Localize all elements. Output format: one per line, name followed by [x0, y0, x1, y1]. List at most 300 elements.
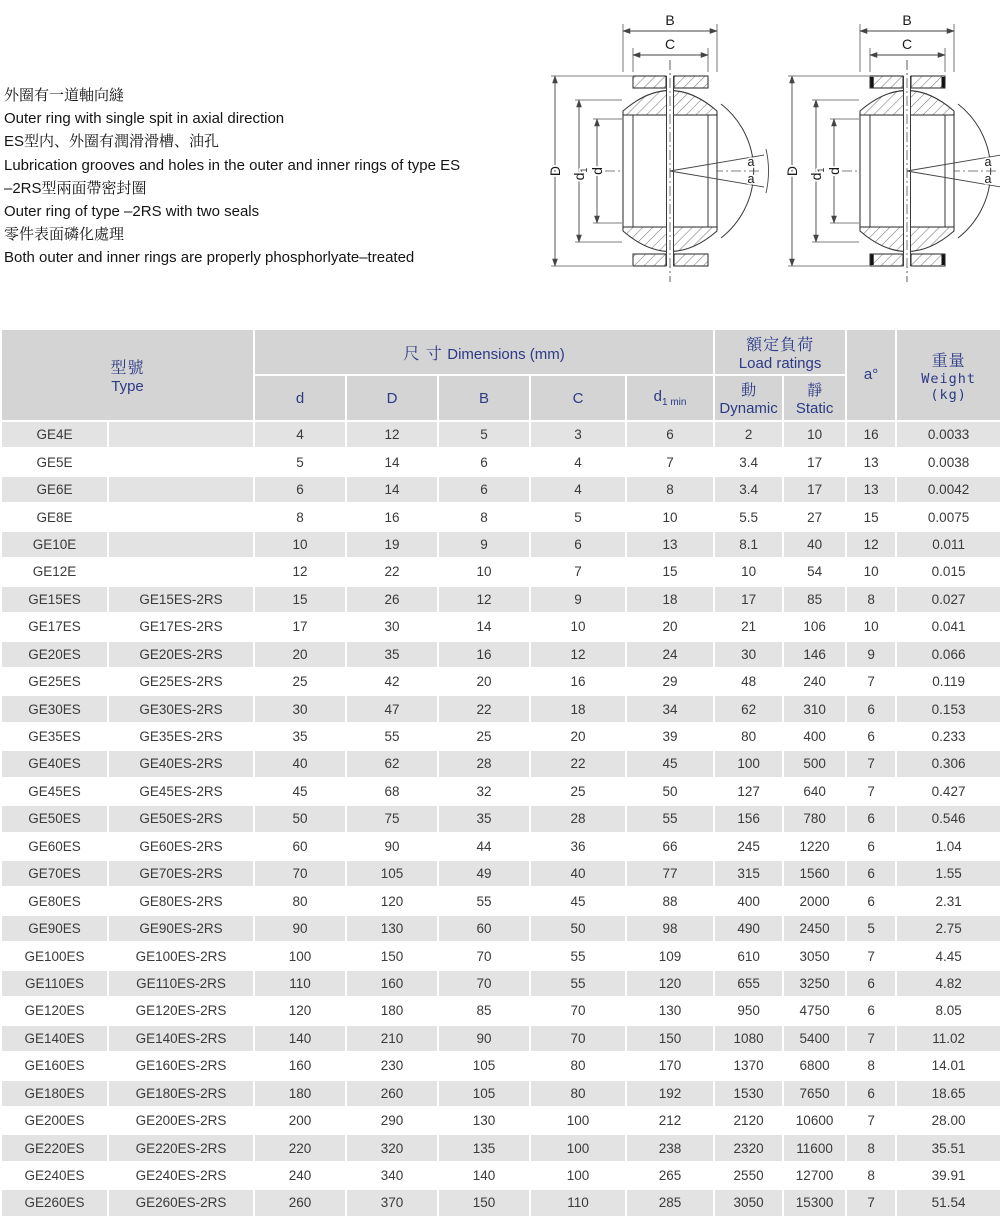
cell-weight-kg: 14.01 — [896, 1052, 1000, 1079]
table-row — [1, 421, 1000, 448]
cell-load-static: 27 — [783, 503, 846, 530]
cell-load-dynamic: 62 — [714, 695, 783, 722]
cell-C: 16 — [530, 668, 626, 695]
cell-load-dynamic: 100 — [714, 750, 783, 777]
cell-d: 140 — [254, 1025, 346, 1052]
cell-load-dynamic: 490 — [714, 915, 783, 942]
cell-D-outer: 130 — [346, 915, 438, 942]
cell-type-2rs: GE140ES-2RS — [108, 1025, 254, 1052]
cell-load-static: 6800 — [783, 1052, 846, 1079]
cell-load-static: 15300 — [783, 1189, 846, 1216]
cell-type-2rs: GE30ES-2RS — [108, 695, 254, 722]
cell-d: 160 — [254, 1052, 346, 1079]
cell-load-static: 4750 — [783, 997, 846, 1024]
cell-load-static: 54 — [783, 558, 846, 585]
cell-D-outer: 180 — [346, 997, 438, 1024]
cell-angle-a: 10 — [846, 558, 896, 585]
cell-type-2rs: GE45ES-2RS — [108, 778, 254, 805]
cell-angle-a: 6 — [846, 833, 896, 860]
cell-load-dynamic: 610 — [714, 942, 783, 969]
cell-angle-a: 10 — [846, 613, 896, 640]
cell-type-e: GE4E — [1, 421, 108, 448]
cell-D-outer: 290 — [346, 1107, 438, 1134]
cell-B: 135 — [438, 1134, 530, 1161]
cell-type-e: GE15ES — [1, 586, 108, 613]
cell-d1-min: 45 — [626, 750, 714, 777]
cell-B: 25 — [438, 723, 530, 750]
cell-d1-min: 120 — [626, 970, 714, 997]
cell-load-dynamic: 1530 — [714, 1080, 783, 1107]
cell-load-dynamic: 156 — [714, 805, 783, 832]
header-load-zh: 額定負荷 — [746, 337, 815, 354]
spec-table — [0, 328, 1000, 1217]
cell-d: 60 — [254, 833, 346, 860]
cell-d1-min: 130 — [626, 997, 714, 1024]
cell-weight-kg: 0.066 — [896, 641, 1000, 668]
cell-type-2rs: GE15ES-2RS — [108, 586, 254, 613]
table-row — [1, 586, 1000, 613]
cell-d1-min: 192 — [626, 1080, 714, 1107]
cell-type-e: GE40ES — [1, 750, 108, 777]
cell-weight-kg: 2.31 — [896, 887, 1000, 914]
cell-angle-a: 6 — [846, 695, 896, 722]
cell-D-outer: 22 — [346, 558, 438, 585]
spec-table-body — [1, 421, 1000, 1217]
cell-angle-a: 15 — [846, 503, 896, 530]
cell-d1-min: 10 — [626, 503, 714, 530]
cell-load-dynamic: 127 — [714, 778, 783, 805]
cell-d: 260 — [254, 1189, 346, 1216]
header-col-d1min: $d_{1 min}$ — [626, 375, 714, 421]
cell-load-dynamic: 400 — [714, 887, 783, 914]
spec-table-wrap — [0, 328, 1000, 1217]
cell-type-e: GE220ES — [1, 1134, 108, 1161]
cell-B: 20 — [438, 668, 530, 695]
dim-label-D: D — [784, 165, 800, 177]
cell-angle-a: 16 — [846, 421, 896, 448]
cell-weight-kg: 0.233 — [896, 723, 1000, 750]
header-col-static — [783, 375, 846, 421]
cell-load-static: 3250 — [783, 970, 846, 997]
seal-mark — [871, 77, 874, 88]
cell-weight-kg: 0.041 — [896, 613, 1000, 640]
cell-weight-kg: 0.0075 — [896, 503, 1000, 530]
cell-d: 180 — [254, 1080, 346, 1107]
cell-D-outer: 35 — [346, 641, 438, 668]
intro-line: 零件表面磷化處理 — [4, 226, 125, 244]
table-row — [1, 668, 1000, 695]
cell-angle-a: 7 — [846, 750, 896, 777]
intro-text — [4, 84, 549, 270]
cell-weight-kg: 18.65 — [896, 1080, 1000, 1107]
cell-d1-min: 98 — [626, 915, 714, 942]
cell-C: 100 — [530, 1162, 626, 1189]
cell-B: 130 — [438, 1107, 530, 1134]
cell-type-2rs — [108, 531, 254, 558]
cell-B: 5 — [438, 421, 530, 448]
cell-B: 35 — [438, 805, 530, 832]
angle-label-a-lower: a — [984, 172, 992, 186]
cell-d: 25 — [254, 668, 346, 695]
cell-B: 49 — [438, 860, 530, 887]
cell-C: 10 — [530, 613, 626, 640]
cell-load-dynamic: 3.4 — [714, 448, 783, 475]
table-row — [1, 833, 1000, 860]
cell-weight-kg: 0.546 — [896, 805, 1000, 832]
cell-load-static: 310 — [783, 695, 846, 722]
table-row — [1, 915, 1000, 942]
header-weight-zh: 重量 — [931, 352, 966, 370]
cell-type-e: GE110ES — [1, 970, 108, 997]
cell-C: 45 — [530, 887, 626, 914]
bearing-diagram-2rs — [782, 8, 1000, 290]
cell-angle-a: 8 — [846, 1162, 896, 1189]
dim-label-B: B — [665, 12, 675, 28]
cell-type-e: GE140ES — [1, 1025, 108, 1052]
cell-load-dynamic: 950 — [714, 997, 783, 1024]
cell-load-dynamic: 1370 — [714, 1052, 783, 1079]
cell-angle-a: 6 — [846, 997, 896, 1024]
cell-d: 5 — [254, 448, 346, 475]
header-static-zh: 靜 — [807, 382, 823, 399]
cell-d: 200 — [254, 1107, 346, 1134]
cell-load-dynamic: 30 — [714, 641, 783, 668]
cell-C: 5 — [530, 503, 626, 530]
cell-load-static: 10600 — [783, 1107, 846, 1134]
table-row — [1, 1162, 1000, 1189]
intro-line: Outer ring with single spit in axial direction — [4, 110, 285, 128]
cell-D-outer: 340 — [346, 1162, 438, 1189]
cell-d: 45 — [254, 778, 346, 805]
cell-D-outer: 19 — [346, 531, 438, 558]
cell-angle-a: 8 — [846, 586, 896, 613]
intro-line: Both outer and inner rings are properly phosphorlyate–treated — [4, 249, 415, 267]
header-weight-en: Weight — [921, 370, 976, 387]
cell-type-e: GE260ES — [1, 1189, 108, 1216]
cell-C: 36 — [530, 833, 626, 860]
cell-C: 4 — [530, 448, 626, 475]
cell-weight-kg: 28.00 — [896, 1107, 1000, 1134]
cell-type-2rs — [108, 558, 254, 585]
cell-load-dynamic: 245 — [714, 833, 783, 860]
cell-load-static: 240 — [783, 668, 846, 695]
cell-type-e: GE10E — [1, 531, 108, 558]
table-row — [1, 641, 1000, 668]
header-col-C: C — [530, 375, 626, 421]
cell-type-2rs — [108, 503, 254, 530]
cell-type-2rs: GE160ES-2RS — [108, 1052, 254, 1079]
cell-B: 55 — [438, 887, 530, 914]
cell-weight-kg: 0.0038 — [896, 448, 1000, 475]
cell-type-2rs: GE20ES-2RS — [108, 641, 254, 668]
cell-D-outer: 320 — [346, 1134, 438, 1161]
cell-d1-min: 24 — [626, 641, 714, 668]
cell-d1-min: 29 — [626, 668, 714, 695]
intro-line: –2RS型兩面帶密封圈 — [4, 179, 147, 197]
cell-B: 6 — [438, 476, 530, 503]
cell-d: 90 — [254, 915, 346, 942]
table-row — [1, 750, 1000, 777]
cell-type-e: GE30ES — [1, 695, 108, 722]
cell-weight-kg: 51.54 — [896, 1189, 1000, 1216]
dim-label-D: D — [547, 165, 563, 177]
cell-load-static: 10 — [783, 421, 846, 448]
table-row — [1, 531, 1000, 558]
seal-mark — [942, 255, 945, 266]
cell-load-static: 1220 — [783, 833, 846, 860]
cell-d: 17 — [254, 613, 346, 640]
seal-mark — [871, 255, 874, 266]
cell-C: 25 — [530, 778, 626, 805]
cell-C: 20 — [530, 723, 626, 750]
cell-type-e: GE8E — [1, 503, 108, 530]
cell-type-2rs: GE70ES-2RS — [108, 860, 254, 887]
cell-D-outer: 14 — [346, 476, 438, 503]
cell-d1-min: 20 — [626, 613, 714, 640]
cell-load-static: 5400 — [783, 1025, 846, 1052]
cell-C: 3 — [530, 421, 626, 448]
cell-angle-a: 6 — [846, 723, 896, 750]
table-row — [1, 997, 1000, 1024]
cell-d: 10 — [254, 531, 346, 558]
cell-C: 28 — [530, 805, 626, 832]
cell-D-outer: 55 — [346, 723, 438, 750]
cell-angle-a: 13 — [846, 448, 896, 475]
cell-d: 15 — [254, 586, 346, 613]
cell-weight-kg: 1.55 — [896, 860, 1000, 887]
cell-weight-kg: 35.51 — [896, 1134, 1000, 1161]
cell-type-2rs: GE90ES-2RS — [108, 915, 254, 942]
header-load-en: Load ratings — [738, 355, 822, 372]
cell-d: 6 — [254, 476, 346, 503]
angle-label-a-upper: a — [747, 155, 755, 169]
cell-load-static: 7650 — [783, 1080, 846, 1107]
cell-load-static: 3050 — [783, 942, 846, 969]
header-static-en: Static — [795, 400, 834, 417]
cell-B: 22 — [438, 695, 530, 722]
intro-line: ES型内、外圈有潤滑滑槽、油孔 — [4, 133, 220, 151]
cell-d1-min: 13 — [626, 531, 714, 558]
cell-load-static: 106 — [783, 613, 846, 640]
cell-type-e: GE17ES — [1, 613, 108, 640]
cell-angle-a: 6 — [846, 1080, 896, 1107]
cell-load-dynamic: 8.1 — [714, 531, 783, 558]
cell-d: 70 — [254, 860, 346, 887]
cell-type-2rs: GE110ES-2RS — [108, 970, 254, 997]
cell-d1-min: 18 — [626, 586, 714, 613]
header-col-B: B — [438, 375, 530, 421]
header-col-dynamic — [714, 375, 783, 421]
cell-weight-kg: 4.45 — [896, 942, 1000, 969]
cell-C: 12 — [530, 641, 626, 668]
table-row — [1, 1134, 1000, 1161]
cell-d1-min: 88 — [626, 887, 714, 914]
cell-C: 80 — [530, 1080, 626, 1107]
cell-angle-a: 7 — [846, 942, 896, 969]
cell-d1-min: 150 — [626, 1025, 714, 1052]
cell-angle-a: 8 — [846, 1052, 896, 1079]
cell-load-dynamic: 17 — [714, 586, 783, 613]
cell-B: 140 — [438, 1162, 530, 1189]
cell-B: 14 — [438, 613, 530, 640]
cell-load-static: 640 — [783, 778, 846, 805]
cell-D-outer: 160 — [346, 970, 438, 997]
cell-type-e: GE50ES — [1, 805, 108, 832]
cell-D-outer: 14 — [346, 448, 438, 475]
cell-angle-a: 12 — [846, 531, 896, 558]
cell-d: 80 — [254, 887, 346, 914]
cell-load-static: 40 — [783, 531, 846, 558]
cell-d: 30 — [254, 695, 346, 722]
cell-D-outer: 62 — [346, 750, 438, 777]
cell-load-static: 1560 — [783, 860, 846, 887]
cell-weight-kg: 0.0042 — [896, 476, 1000, 503]
cell-weight-kg: 0.153 — [896, 695, 1000, 722]
cell-C: 55 — [530, 942, 626, 969]
cell-type-e: GE200ES — [1, 1107, 108, 1134]
cell-load-static: 17 — [783, 476, 846, 503]
header-type-en: Type — [111, 378, 144, 395]
cell-D-outer: 230 — [346, 1052, 438, 1079]
cell-D-outer: 210 — [346, 1025, 438, 1052]
cell-d: 20 — [254, 641, 346, 668]
cell-C: 22 — [530, 750, 626, 777]
cell-type-e: GE160ES — [1, 1052, 108, 1079]
dim-label-d: d — [589, 167, 605, 175]
cell-load-dynamic: 1080 — [714, 1025, 783, 1052]
cell-angle-a: 9 — [846, 641, 896, 668]
table-row — [1, 970, 1000, 997]
cell-weight-kg: 39.91 — [896, 1162, 1000, 1189]
cell-type-2rs: GE60ES-2RS — [108, 833, 254, 860]
cell-d: 100 — [254, 942, 346, 969]
cell-d1-min: 66 — [626, 833, 714, 860]
cell-D-outer: 120 — [346, 887, 438, 914]
cell-C: 6 — [530, 531, 626, 558]
cell-angle-a: 5 — [846, 915, 896, 942]
cell-angle-a: 7 — [846, 668, 896, 695]
cell-d: 50 — [254, 805, 346, 832]
cell-weight-kg: 2.75 — [896, 915, 1000, 942]
table-row — [1, 723, 1000, 750]
cell-load-static: 11600 — [783, 1134, 846, 1161]
cell-B: 16 — [438, 641, 530, 668]
cell-D-outer: 26 — [346, 586, 438, 613]
cell-angle-a: 6 — [846, 860, 896, 887]
cell-type-e: GE35ES — [1, 723, 108, 750]
cell-C: 55 — [530, 970, 626, 997]
cell-d1-min: 285 — [626, 1189, 714, 1216]
cell-load-static: 2000 — [783, 887, 846, 914]
cell-weight-kg: 1.04 — [896, 833, 1000, 860]
table-row — [1, 558, 1000, 585]
cell-d: 35 — [254, 723, 346, 750]
cell-type-2rs — [108, 476, 254, 503]
cell-weight-kg: 0.427 — [896, 778, 1000, 805]
cell-weight-kg: 0.015 — [896, 558, 1000, 585]
bearing-diagram-es — [545, 8, 770, 290]
cell-D-outer: 150 — [346, 942, 438, 969]
cell-type-2rs: GE35ES-2RS — [108, 723, 254, 750]
cell-type-e: GE6E — [1, 476, 108, 503]
dim-label-d1: $d_1$ — [808, 167, 826, 181]
header-dimensions-en: Dimensions (mm) — [447, 345, 565, 363]
cell-d1-min: 6 — [626, 421, 714, 448]
cell-D-outer: 90 — [346, 833, 438, 860]
header-type-zh: 型號 — [110, 360, 145, 377]
cell-d1-min: 55 — [626, 805, 714, 832]
intro-line: Outer ring of type –2RS with two seals — [4, 203, 260, 221]
table-row — [1, 448, 1000, 475]
table-row — [1, 1189, 1000, 1216]
table-row — [1, 778, 1000, 805]
cell-weight-kg: 11.02 — [896, 1025, 1000, 1052]
cell-type-2rs — [108, 448, 254, 475]
cell-load-dynamic: 21 — [714, 613, 783, 640]
table-row — [1, 476, 1000, 503]
dim-label-B: B — [902, 12, 912, 28]
cell-load-dynamic: 2120 — [714, 1107, 783, 1134]
cell-type-2rs: GE240ES-2RS — [108, 1162, 254, 1189]
cell-load-dynamic: 315 — [714, 860, 783, 887]
cell-load-static: 146 — [783, 641, 846, 668]
cell-D-outer: 105 — [346, 860, 438, 887]
cell-D-outer: 260 — [346, 1080, 438, 1107]
cell-load-dynamic: 2 — [714, 421, 783, 448]
cell-type-e: GE70ES — [1, 860, 108, 887]
cell-B: 105 — [438, 1080, 530, 1107]
cell-load-dynamic: 3.4 — [714, 476, 783, 503]
cell-load-dynamic: 2550 — [714, 1162, 783, 1189]
intro-line: 外圈有一道軸向縫 — [4, 87, 125, 104]
table-row — [1, 1052, 1000, 1079]
cell-type-2rs: GE180ES-2RS — [108, 1080, 254, 1107]
intro-line: Lubrication grooves and holes in the outer and inner rings of type ES — [4, 156, 461, 174]
cell-type-e: GE60ES — [1, 833, 108, 860]
cell-type-e: GE180ES — [1, 1080, 108, 1107]
cell-load-dynamic: 5.5 — [714, 503, 783, 530]
cell-type-2rs: GE80ES-2RS — [108, 887, 254, 914]
table-row — [1, 887, 1000, 914]
cell-B: 44 — [438, 833, 530, 860]
angle-label-a-upper: a — [984, 155, 992, 169]
cell-angle-a: 8 — [846, 1134, 896, 1161]
cell-B: 8 — [438, 503, 530, 530]
cell-D-outer: 16 — [346, 503, 438, 530]
cell-weight-kg: 0.011 — [896, 531, 1000, 558]
cell-d1-min: 15 — [626, 558, 714, 585]
cell-angle-a: 7 — [846, 1189, 896, 1216]
cell-C: 70 — [530, 997, 626, 1024]
cell-angle-a: 6 — [846, 970, 896, 997]
cell-C: 100 — [530, 1107, 626, 1134]
cell-load-static: 85 — [783, 586, 846, 613]
cell-weight-kg: 4.82 — [896, 970, 1000, 997]
header-angle-label: a° — [863, 366, 879, 383]
cell-D-outer: 75 — [346, 805, 438, 832]
cell-d1-min: 238 — [626, 1134, 714, 1161]
cell-type-2rs: GE100ES-2RS — [108, 942, 254, 969]
cell-D-outer: 42 — [346, 668, 438, 695]
cell-B: 90 — [438, 1025, 530, 1052]
cell-B: 60 — [438, 915, 530, 942]
cell-angle-a: 6 — [846, 805, 896, 832]
table-row — [1, 805, 1000, 832]
cell-weight-kg: 0.306 — [896, 750, 1000, 777]
cell-angle-a: 7 — [846, 1107, 896, 1134]
cell-type-e: GE90ES — [1, 915, 108, 942]
cell-B: 70 — [438, 970, 530, 997]
